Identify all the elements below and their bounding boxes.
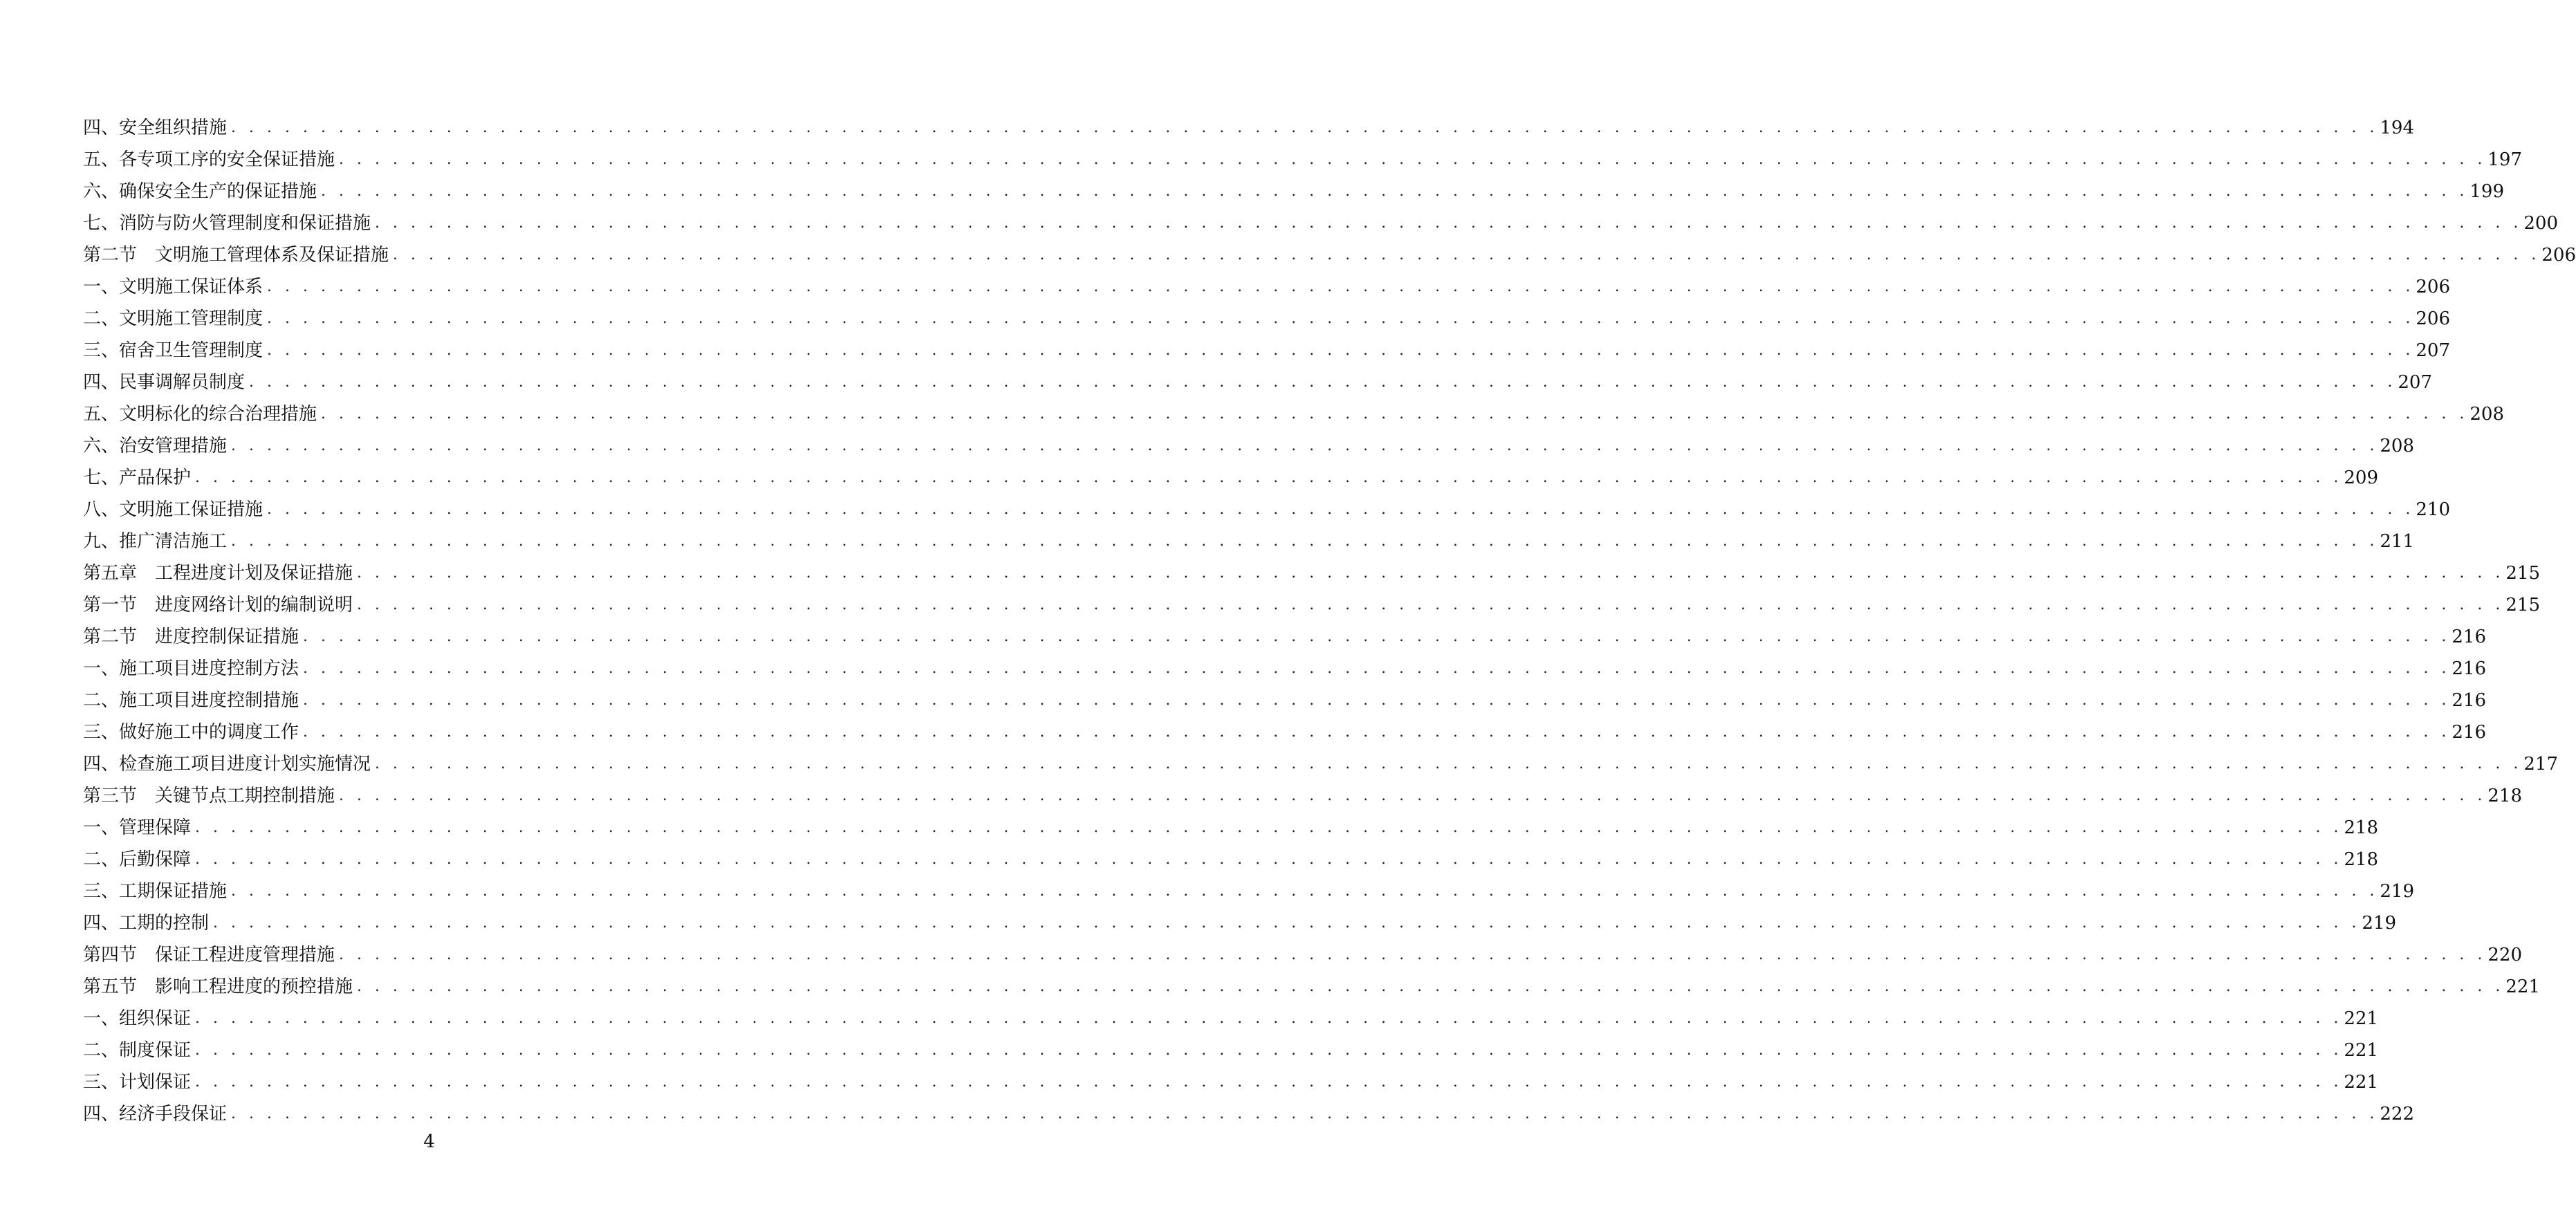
- toc-entry-title: 三、工期保证措施: [83, 881, 228, 902]
- toc-entry-title: 五、各专项工序的安全保证措施: [83, 149, 335, 170]
- toc-entry-page: 217: [2523, 754, 2559, 775]
- toc-entry-title: 第五节 影响工程进度的预控措施: [83, 976, 353, 997]
- dot-leader: . . . . . . . . . . . . . . . . . . . . . . . . . . . . . . . . . . . . . . . . . . . . . . . . . . . . . . . . . . . . . . . . . . . . . . . . . . . . . . . . . . . . . . . . . . . . . . . . . . . . . . . . . . . . . . . . . . . . . . . .: [303, 692, 2451, 709]
- toc-entry-page: 194: [2380, 118, 2415, 138]
- toc-entry-title: 四、安全组织措施: [83, 118, 228, 138]
- dot-leader: . . . . . . . . . . . . . . . . . . . . . . . . . . . . . . . . . . . . . . . . . . . . . . . . . . . . . . . . . . . . . . . . . . . . . . . . . . . . . . . . . . . . . . . . . . . . . . . . . . . . . . . . . . . . . . . . . . . . . . . .: [321, 405, 2469, 423]
- toc-entry[interactable]: [83, 934, 2523, 965]
- toc-entry-page: 218: [2344, 817, 2379, 838]
- toc-entry-title: 第二节 进度控制保证措施: [83, 627, 299, 647]
- toc-entry-title: 一、管理保障: [83, 817, 192, 838]
- dot-leader: . . . . . . . . . . . . . . . . . . . . . . . . . . . . . . . . . . . . . . . . . . . . . . . . . . . . . . . . . . . . . . . . . . . . . . . . . . . . . . . . . . . . . . . . . . . . . . . . . . . . . . . . . . . . . . . . . . . . . . . .: [267, 310, 2415, 327]
- toc-entry-title: 一、施工项目进度控制方法: [83, 658, 299, 679]
- toc-entry-page: 208: [2470, 404, 2505, 425]
- toc-entry[interactable]: [83, 202, 2559, 234]
- toc-entry-page: 220: [2487, 945, 2523, 965]
- toc-entry[interactable]: [83, 902, 2397, 934]
- dot-leader: . . . . . . . . . . . . . . . . . . . . . . . . . . . . . . . . . . . . . . . . . . . . . . . . . . . . . . . . . . . . . . . . . . . . . . . . . . . . . . . . . . . . . . . . . . . . . . . . . . . . . . . . . . . . . . . . . . . . . . . .: [213, 914, 2361, 932]
- toc-entry[interactable]: [83, 266, 2451, 297]
- toc-entry-page: 211: [2380, 531, 2415, 552]
- toc-entry-title: 二、制度保证: [83, 1040, 192, 1061]
- toc-entry[interactable]: [83, 711, 2487, 743]
- dot-leader: . . . . . . . . . . . . . . . . . . . . . . . . . . . . . . . . . . . . . . . . . . . . . . . . . . . . . . . . . . . . . . . . . . . . . . . . . . . . . . . . . . . . . . . . . . . . . . . . . . . . . . . . . . . . . . . . . . . . . . . .: [195, 1010, 2343, 1027]
- toc-entry[interactable]: [83, 1029, 2379, 1061]
- toc-entry[interactable]: [83, 615, 2487, 647]
- dot-leader: . . . . . . . . . . . . . . . . . . . . . . . . . . . . . . . . . . . . . . . . . . . . . . . . . . . . . . . . . . . . . . . . . . . . . . . . . . . . . . . . . . . . . . . . . . . . . . . . . . . . . . . . . . . . . . . . . . . . . . . .: [231, 533, 2379, 550]
- dot-leader: . . . . . . . . . . . . . . . . . . . . . . . . . . . . . . . . . . . . . . . . . . . . . . . . . . . . . . . . . . . . . . . . . . . . . . . . . . . . . . . . . . . . . . . . . . . . . . . . . . . . . . . . . . . . . . . . . . . . . . . .: [357, 978, 2505, 995]
- toc-entry-title: 六、确保安全生产的保证措施: [83, 181, 317, 202]
- toc-entry-page: 210: [2416, 499, 2451, 520]
- toc-entry-title: 二、后勤保障: [83, 849, 192, 870]
- toc-entry-title: 八、文明施工保证措施: [83, 499, 263, 520]
- toc-entry-title: 九、推广清洁施工: [83, 531, 228, 552]
- toc-entry-title: 第五章 工程进度计划及保证措施: [83, 563, 353, 584]
- dot-leader: . . . . . . . . . . . . . . . . . . . . . . . . . . . . . . . . . . . . . . . . . . . . . . . . . . . . . . . . . . . . . . . . . . . . . . . . . . . . . . . . . . . . . . . . . . . . . . . . . . . . . . . . . . . . . . . . . . . . . . . .: [195, 1041, 2343, 1059]
- toc-entry-page: 219: [2380, 881, 2415, 902]
- toc-entry-page: 199: [2470, 181, 2505, 202]
- toc-entry-page: 200: [2523, 213, 2559, 234]
- toc-entry[interactable]: [83, 297, 2451, 329]
- toc-entry[interactable]: [83, 170, 2505, 202]
- toc-entry[interactable]: [83, 679, 2487, 711]
- dot-leader: . . . . . . . . . . . . . . . . . . . . . . . . . . . . . . . . . . . . . . . . . . . . . . . . . . . . . . . . . . . . . . . . . . . . . . . . . . . . . . . . . . . . . . . . . . . . . . . . . . . . . . . . . . . . . . . . . . . . . . . .: [357, 596, 2505, 613]
- toc-entry[interactable]: [83, 838, 2379, 870]
- dot-leader: . . . . . . . . . . . . . . . . . . . . . . . . . . . . . . . . . . . . . . . . . . . . . . . . . . . . . . . . . . . . . . . . . . . . . . . . . . . . . . . . . . . . . . . . . . . . . . . . . . . . . . . . . . . . . . . . . . . . . . . .: [267, 501, 2415, 518]
- dot-leader: . . . . . . . . . . . . . . . . . . . . . . . . . . . . . . . . . . . . . . . . . . . . . . . . . . . . . . . . . . . . . . . . . . . . . . . . . . . . . . . . . . . . . . . . . . . . . . . . . . . . . . . . . . . . . . . . . . . . . . . .: [375, 755, 2523, 772]
- dot-leader: . . . . . . . . . . . . . . . . . . . . . . . . . . . . . . . . . . . . . . . . . . . . . . . . . . . . . . . . . . . . . . . . . . . . . . . . . . . . . . . . . . . . . . . . . . . . . . . . . . . . . . . . . . . . . . . . . . . . . . . .: [231, 437, 2379, 454]
- toc-entry[interactable]: [83, 456, 2379, 488]
- toc-entry-page: 222: [2380, 1104, 2415, 1124]
- toc-entry[interactable]: [83, 234, 2576, 266]
- toc-entry-title: 第二节 文明施工管理体系及保证措施: [83, 245, 389, 266]
- toc-entry-title: 四、检查施工项目进度计划实施情况: [83, 754, 371, 775]
- toc-entry-page: 216: [2452, 658, 2487, 679]
- toc-entry-title: 六、治安管理措施: [83, 436, 228, 456]
- toc-entry-page: 216: [2452, 690, 2487, 711]
- toc-entry-title: 三、计划保证: [83, 1072, 192, 1093]
- toc-entry-title: 二、施工项目进度控制措施: [83, 690, 299, 711]
- toc-entry[interactable]: [83, 361, 2433, 393]
- toc-entry[interactable]: [83, 743, 2559, 775]
- dot-leader: . . . . . . . . . . . . . . . . . . . . . . . . . . . . . . . . . . . . . . . . . . . . . . . . . . . . . . . . . . . . . . . . . . . . . . . . . . . . . . . . . . . . . . . . . . . . . . . . . . . . . . . . . . . . . . . . . . . . . . . .: [195, 851, 2343, 868]
- toc-entry[interactable]: [83, 647, 2487, 679]
- dot-leader: . . . . . . . . . . . . . . . . . . . . . . . . . . . . . . . . . . . . . . . . . . . . . . . . . . . . . . . . . . . . . . . . . . . . . . . . . . . . . . . . . . . . . . . . . . . . . . . . . . . . . . . . . . . . . . . . . . . . . . . .: [375, 214, 2523, 232]
- toc-entry[interactable]: [83, 138, 2523, 170]
- toc-entry-title: 二、文明施工管理制度: [83, 308, 263, 329]
- dot-leader: . . . . . . . . . . . . . . . . . . . . . . . . . . . . . . . . . . . . . . . . . . . . . . . . . . . . . . . . . . . . . . . . . . . . . . . . . . . . . . . . . . . . . . . . . . . . . . . . . . . . . . . . . . . . . . . . . . . . . . . .: [267, 342, 2415, 359]
- toc-entry-title: 一、组织保证: [83, 1008, 192, 1029]
- toc-entry[interactable]: [83, 425, 2415, 456]
- table-of-contents: [83, 107, 2576, 1124]
- toc-entry[interactable]: [83, 107, 2415, 138]
- toc-entry-page: 208: [2380, 436, 2415, 456]
- dot-leader: . . . . . . . . . . . . . . . . . . . . . . . . . . . . . . . . . . . . . . . . . . . . . . . . . . . . . . . . . . . . . . . . . . . . . . . . . . . . . . . . . . . . . . . . . . . . . . . . . . . . . . . . . . . . . . . . . . . . . . . .: [357, 564, 2505, 582]
- toc-entry-page: 207: [2398, 372, 2433, 393]
- dot-leader: . . . . . . . . . . . . . . . . . . . . . . . . . . . . . . . . . . . . . . . . . . . . . . . . . . . . . . . . . . . . . . . . . . . . . . . . . . . . . . . . . . . . . . . . . . . . . . . . . . . . . . . . . . . . . . . . . . . . . . . .: [231, 882, 2379, 900]
- toc-entry-page: 207: [2416, 340, 2451, 361]
- dot-leader: . . . . . . . . . . . . . . . . . . . . . . . . . . . . . . . . . . . . . . . . . . . . . . . . . . . . . . . . . . . . . . . . . . . . . . . . . . . . . . . . . . . . . . . . . . . . . . . . . . . . . . . . . . . . . . . . . . . . . . . .: [321, 183, 2469, 200]
- toc-entry-title: 三、做好施工中的调度工作: [83, 722, 299, 743]
- toc-entry-page: 221: [2344, 1040, 2379, 1061]
- toc-entry-title: 一、文明施工保证体系: [83, 277, 263, 297]
- toc-entry-title: 七、产品保护: [83, 467, 192, 488]
- toc-entry-page: 209: [2344, 467, 2379, 488]
- page-number: 4: [423, 1131, 435, 1152]
- dot-leader: . . . . . . . . . . . . . . . . . . . . . . . . . . . . . . . . . . . . . . . . . . . . . . . . . . . . . . . . . . . . . . . . . . . . . . . . . . . . . . . . . . . . . . . . . . . . . . . . . . . . . . . . . . . . . . . . . . . . . . . .: [303, 628, 2451, 645]
- dot-leader: . . . . . . . . . . . . . . . . . . . . . . . . . . . . . . . . . . . . . . . . . . . . . . . . . . . . . . . . . . . . . . . . . . . . . . . . . . . . . . . . . . . . . . . . . . . . . . . . . . . . . . . . . . . . . . . . . . . . . . . .: [339, 787, 2487, 804]
- toc-entry[interactable]: [83, 584, 2541, 615]
- toc-entry[interactable]: [83, 520, 2415, 552]
- toc-entry-page: 216: [2452, 627, 2487, 647]
- toc-entry-page: 221: [2344, 1008, 2379, 1029]
- dot-leader: . . . . . . . . . . . . . . . . . . . . . . . . . . . . . . . . . . . . . . . . . . . . . . . . . . . . . . . . . . . . . . . . . . . . . . . . . . . . . . . . . . . . . . . . . . . . . . . . . . . . . . . . . . . . . . . . . . . . . . . .: [195, 819, 2343, 836]
- dot-leader: . . . . . . . . . . . . . . . . . . . . . . . . . . . . . . . . . . . . . . . . . . . . . . . . . . . . . . . . . . . . . . . . . . . . . . . . . . . . . . . . . . . . . . . . . . . . . . . . . . . . . . . . . . . . . . . . . . . . . . . .: [339, 946, 2487, 963]
- toc-entry-title: 第三节 关键节点工期控制措施: [83, 786, 335, 806]
- toc-entry[interactable]: [83, 965, 2541, 997]
- toc-entry-page: 219: [2362, 913, 2397, 934]
- toc-entry-title: 第四节 保证工程进度管理措施: [83, 945, 335, 965]
- toc-entry-title: 七、消防与防火管理制度和保证措施: [83, 213, 371, 234]
- toc-entry-page: 206: [2416, 308, 2451, 329]
- toc-entry-page: 215: [2505, 563, 2541, 584]
- dot-leader: . . . . . . . . . . . . . . . . . . . . . . . . . . . . . . . . . . . . . . . . . . . . . . . . . . . . . . . . . . . . . . . . . . . . . . . . . . . . . . . . . . . . . . . . . . . . . . . . . . . . . . . . . . . . . . . . . . . . . . . .: [231, 119, 2379, 136]
- toc-entry[interactable]: [83, 870, 2415, 902]
- toc-entry-title: 三、宿舍卫生管理制度: [83, 340, 263, 361]
- toc-entry-page: 221: [2344, 1072, 2379, 1093]
- toc-entry-page: 197: [2487, 149, 2523, 170]
- toc-entry-page: 218: [2344, 849, 2379, 870]
- toc-entry-title: 五、文明标化的综合治理措施: [83, 404, 317, 425]
- dot-leader: . . . . . . . . . . . . . . . . . . . . . . . . . . . . . . . . . . . . . . . . . . . . . . . . . . . . . . . . . . . . . . . . . . . . . . . . . . . . . . . . . . . . . . . . . . . . . . . . . . . . . . . . . . . . . . . . . . . . . . . .: [195, 1073, 2343, 1091]
- dot-leader: . . . . . . . . . . . . . . . . . . . . . . . . . . . . . . . . . . . . . . . . . . . . . . . . . . . . . . . . . . . . . . . . . . . . . . . . . . . . . . . . . . . . . . . . . . . . . . . . . . . . . . . . . . . . . . . . . . . . . . . .: [393, 246, 2541, 263]
- toc-entry[interactable]: [83, 1061, 2379, 1093]
- toc-entry[interactable]: [83, 1093, 2415, 1124]
- toc-entry-page: 221: [2505, 976, 2541, 997]
- toc-entry-page: 206: [2416, 277, 2451, 297]
- toc-entry[interactable]: [83, 775, 2523, 806]
- toc-entry-title: 第一节 进度网络计划的编制说明: [83, 595, 353, 615]
- toc-entry-page: 206: [2541, 245, 2576, 266]
- dot-leader: . . . . . . . . . . . . . . . . . . . . . . . . . . . . . . . . . . . . . . . . . . . . . . . . . . . . . . . . . . . . . . . . . . . . . . . . . . . . . . . . . . . . . . . . . . . . . . . . . . . . . . . . . . . . . . . . . . . . . . . .: [303, 723, 2451, 741]
- toc-entry[interactable]: [83, 329, 2451, 361]
- toc-entry-title: 四、民事调解员制度: [83, 372, 245, 393]
- toc-entry[interactable]: [83, 393, 2505, 425]
- dot-leader: . . . . . . . . . . . . . . . . . . . . . . . . . . . . . . . . . . . . . . . . . . . . . . . . . . . . . . . . . . . . . . . . . . . . . . . . . . . . . . . . . . . . . . . . . . . . . . . . . . . . . . . . . . . . . . . . . . . . . . . .: [195, 469, 2343, 486]
- dot-leader: . . . . . . . . . . . . . . . . . . . . . . . . . . . . . . . . . . . . . . . . . . . . . . . . . . . . . . . . . . . . . . . . . . . . . . . . . . . . . . . . . . . . . . . . . . . . . . . . . . . . . . . . . . . . . . . . . . . . . . . .: [339, 151, 2487, 168]
- toc-entry-title: 四、经济手段保证: [83, 1104, 228, 1124]
- toc-entry[interactable]: [83, 552, 2541, 584]
- toc-entry-title: 四、工期的控制: [83, 913, 210, 934]
- dot-leader: . . . . . . . . . . . . . . . . . . . . . . . . . . . . . . . . . . . . . . . . . . . . . . . . . . . . . . . . . . . . . . . . . . . . . . . . . . . . . . . . . . . . . . . . . . . . . . . . . . . . . . . . . . . . . . . . . . . . . . . .: [303, 660, 2451, 677]
- toc-entry[interactable]: [83, 997, 2379, 1029]
- dot-leader: . . . . . . . . . . . . . . . . . . . . . . . . . . . . . . . . . . . . . . . . . . . . . . . . . . . . . . . . . . . . . . . . . . . . . . . . . . . . . . . . . . . . . . . . . . . . . . . . . . . . . . . . . . . . . . . . . . . . . . . .: [249, 373, 2397, 391]
- dot-leader: . . . . . . . . . . . . . . . . . . . . . . . . . . . . . . . . . . . . . . . . . . . . . . . . . . . . . . . . . . . . . . . . . . . . . . . . . . . . . . . . . . . . . . . . . . . . . . . . . . . . . . . . . . . . . . . . . . . . . . . .: [267, 278, 2415, 295]
- dot-leader: . . . . . . . . . . . . . . . . . . . . . . . . . . . . . . . . . . . . . . . . . . . . . . . . . . . . . . . . . . . . . . . . . . . . . . . . . . . . . . . . . . . . . . . . . . . . . . . . . . . . . . . . . . . . . . . . . . . . . . . .: [231, 1105, 2379, 1122]
- toc-entry-page: 218: [2487, 786, 2523, 806]
- toc-entry[interactable]: [83, 488, 2451, 520]
- toc-entry-page: 216: [2452, 722, 2487, 743]
- toc-entry[interactable]: [83, 806, 2379, 838]
- toc-entry-page: 215: [2505, 595, 2541, 615]
